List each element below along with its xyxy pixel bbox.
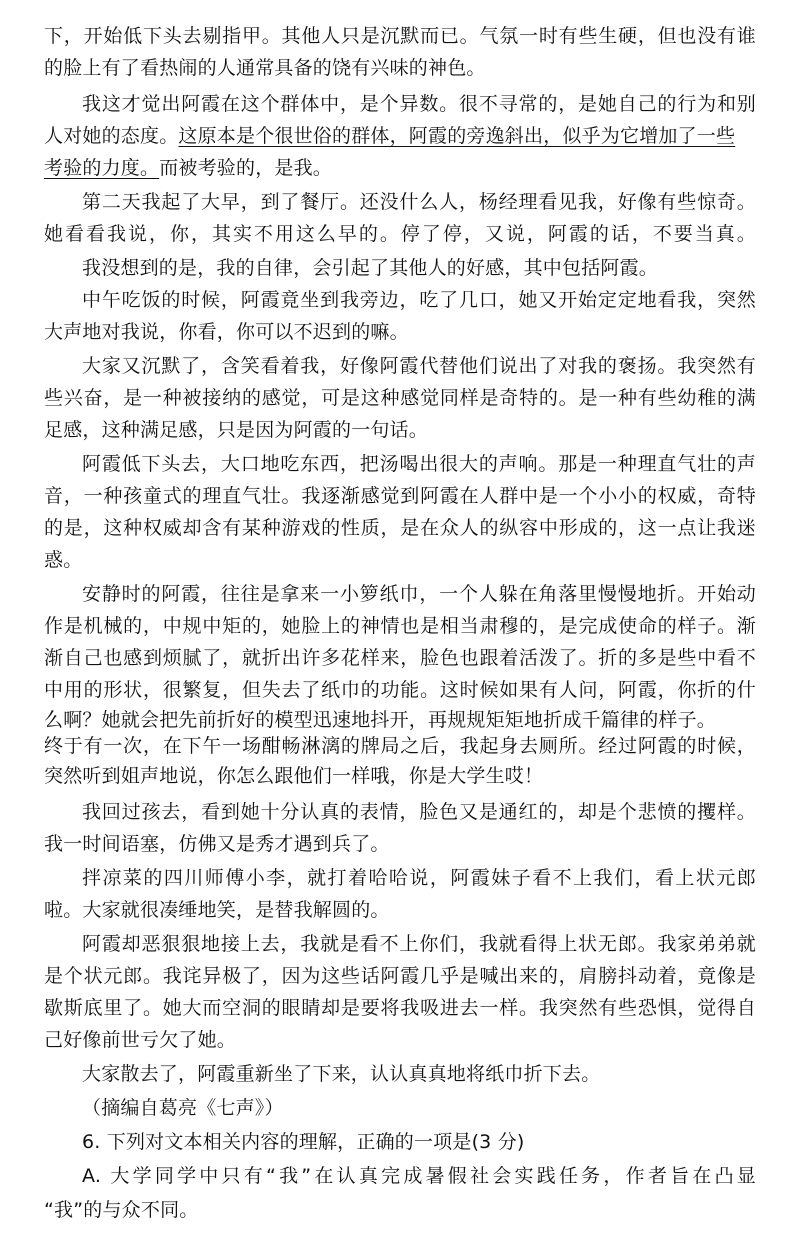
question-stem: 6. 下列对文本相关内容的理解，正确的一项是(3 分) [82, 1131, 525, 1153]
text-segment: 而被考验的，是我。 [159, 157, 333, 179]
text-line: 的脸上有了看热闹的人通常具备的饶有兴味的神色。 [44, 57, 486, 79]
text-line: 我一时间语塞，仿佛又是秀才遇到兵了。 [44, 833, 390, 855]
underlined-text: 考验的力度。 [44, 157, 160, 179]
text-line: 的是，这种权威却含有某种游戏的性质，是在众人的纵容中形成的，这一点让我迷 [44, 517, 756, 539]
text-line: 么啊？她就会把先前折好的模型迅速地抖开，再规规矩矩地折成千篇律的样子。 [44, 709, 717, 731]
text-line-mixed [44, 152, 756, 184]
text-line: 大家又沉默了，含笑看着我，好像阿霞代替他们说出了对我的褒扬。我突然有 [82, 355, 756, 377]
option-a-continuation: “我”的与众不同。 [44, 1199, 199, 1221]
text-line: 些兴奋，是一种被接纳的感觉，可是这种感觉同样是奇特的。是一种有些幼稚的满 [44, 387, 756, 409]
text-line: 终于有一次，在下午一场酣畅淋漓的牌局之后，我起身去厕所。经过阿霞的时候， [44, 735, 756, 757]
text-line: 足感，这种满足感，只是因为阿霞的一句话。 [44, 419, 429, 441]
text-line: 中用的形状，很繁复，但失去了纸巾的功能。这时候如果有人问，阿霞，你折的什 [44, 679, 756, 701]
text-line: 阿霞低下头去，大口地吃东西，把汤喝出很大的声响。那是一种理直气壮的声 [82, 453, 756, 475]
text-line: 我没想到的是，我的自律，会引起了其他人的好感，其中包括阿霞。 [82, 257, 659, 279]
text-line: 作是机械的，中规中矩的，她脸上的神情也是相当肃穆的，是完成使命的样子。渐 [44, 615, 756, 637]
text-line: 我这才觉出阿霞在这个群体中，是个异数。很不寻常的，是她自己的行为和别 [82, 93, 756, 115]
text-line: 啦。大家就很凑缍地笑，是替我解圆的。 [44, 899, 390, 921]
text-segment: 人对她的态度。 [44, 125, 179, 147]
text-line: 是个状元郎。我诧异极了，因为这些话阿霞几乎是喊出来的，肩膀抖动着，竟像是 [44, 965, 756, 987]
text-line: 下，开始低下头去剔指甲。其他人只是沉默而已。气氛一时有些生硬，但也没有谁 [44, 25, 756, 47]
text-line-mixed [44, 120, 756, 152]
text-line: 渐自己也感到烦腻了，就折出许多花样来，脸色也跟着活泼了。折的多是些中看不 [44, 647, 756, 669]
text-line: 第二天我起了大早，到了餐厅。还没什么人，杨经理看见我，好像有些惊奇。 [82, 191, 756, 213]
text-line: 突然听到姐声地说，你怎么跟他们一样哦，你是大学生哎！ [44, 765, 544, 787]
text-line: 大声地对我说，你看，你可以不迟到的嘛。 [44, 321, 409, 343]
text-line: 己好像前世亏欠了她。 [44, 1029, 237, 1051]
text-line: 惑。 [44, 549, 83, 571]
text-line: 拌凉菜的四川师傅小李，就打着哈哈说，阿霞妹子看不上我们，看上状元郎 [82, 867, 756, 889]
text-line: 阿霞却恶狠狠地接上去，我就是看不上你们，我就看得上状无郎。我家弟弟就 [82, 933, 756, 955]
underlined-text: 这原本是个很世俗的群体，阿霞的旁逸斜出，似乎为它增加了一些 [178, 125, 736, 147]
text-line: 安静时的阿霞，往往是拿来一小箩纸巾，一个人躲在角落里慢慢地折。开始动 [82, 583, 756, 605]
text-line: 她看看我说，你，其实不用这么早的。停了停，又说，阿霞的话，不要当真。 [44, 223, 756, 245]
text-line: 音，一种孩童式的理直气壮。我逐渐感觉到阿霞在人群中是一个小小的权威，奇特 [44, 485, 756, 507]
text-line: 大家散去了，阿霞重新坐了下来，认认真真地将纸巾折下去。 [82, 1063, 601, 1085]
text-line: 歇斯底里了。她大而空洞的眼睛却是要将我吸进去一样。我突然有些恐惧，觉得自 [44, 997, 756, 1019]
option-a: A. 大学同学中只有“我”在认真完成暑假社会实践任务，作者旨在凸显 [82, 1165, 756, 1187]
text-line: 我回过孩去，看到她十分认真的表情，脸色又是通红的，却是个悲愤的攫样。 [82, 801, 756, 823]
text-line: 中午吃饭的时候，阿霞竟坐到我旁边，吃了几口，她又开始定定地看我，突然 [82, 289, 756, 311]
source-citation: （摘编自葛亮《七声》） [82, 1097, 284, 1119]
